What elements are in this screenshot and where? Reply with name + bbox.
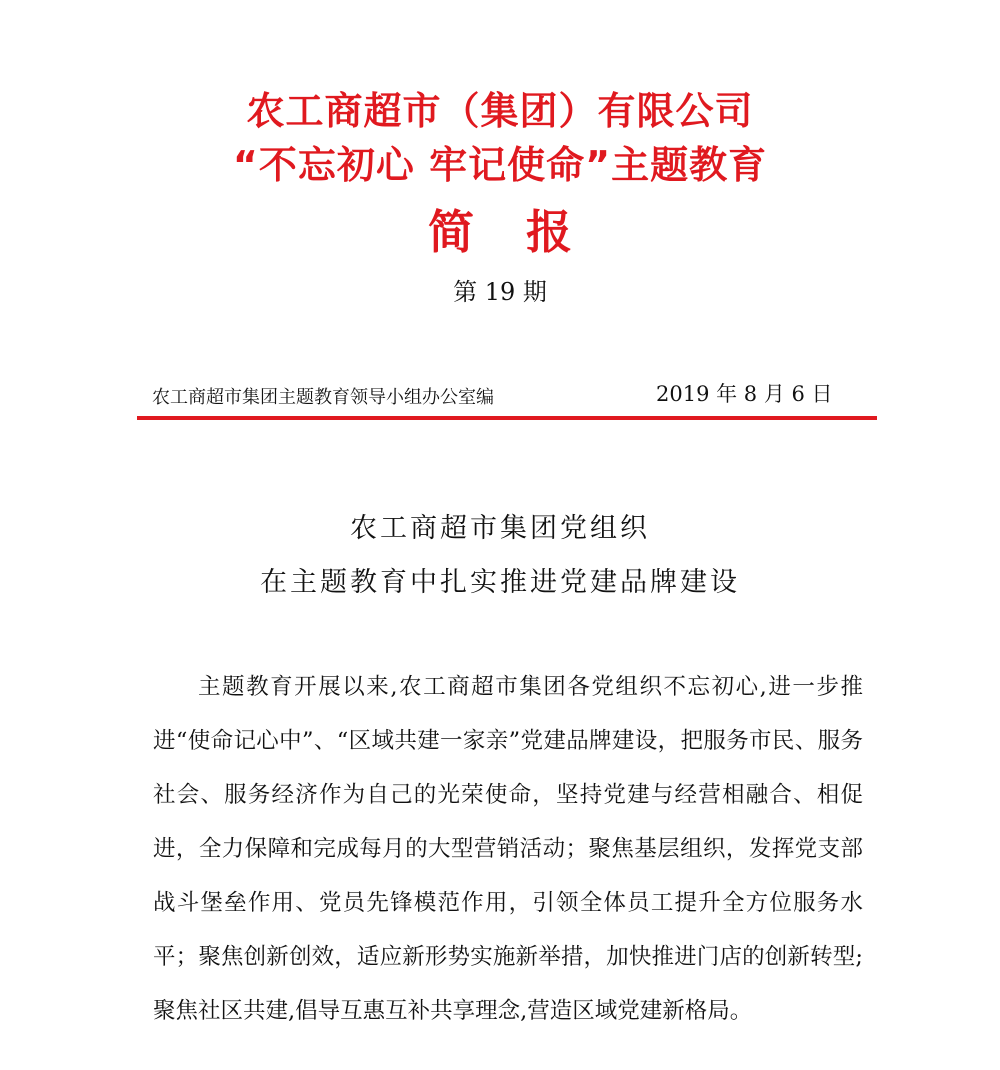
company-title: 农工商超市（集团）有限公司: [246, 89, 754, 133]
theme-title: “不忘初心 牢记使命”主题教育: [232, 143, 768, 187]
publisher-label: 农工商超市集团主题教育领导小组办公室编: [152, 387, 494, 408]
article-paragraph: 主题教育开展以来,农工商超市集团各党组织不忘初心,进一步推进“使命记心中”、“区域共建一家亲”党建品牌建设，把服务市民、服务社会、服务经济作为自己的光荣使命，坚持党建与经营相融合、相促进，全力保障和完成每月的大型营销活动；聚焦基层组织，发挥党支部战斗堡垒作用、党员先锋模范作用，引领全体员工提升全方位服务水平；聚焦创新创效，适应新形势实施新举措，加快推进门店的创新转型;聚焦社区共建,倡导互惠互补共享理念,营造区域党建新格局。: [153, 674, 863, 1024]
issue-number: 第 19 期: [453, 278, 547, 306]
header-divider: [137, 416, 877, 420]
publish-date: 2019 年 8 月 6 日: [656, 382, 833, 406]
article-title-line-1: 农工商超市集团党组织: [350, 513, 650, 544]
article-title-line-2: 在主题教育中扎实推进党建品牌建设: [260, 567, 740, 598]
doc-type-title: 简报: [428, 205, 624, 259]
